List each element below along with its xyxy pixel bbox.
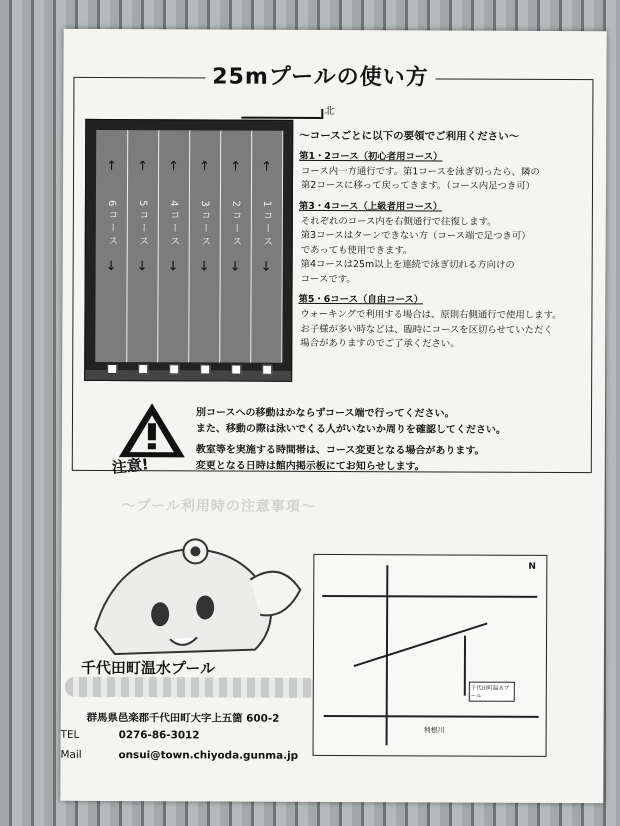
notice-line: 別コースへの移動はかならずコース端で行ってください。	[195, 407, 455, 420]
arrow-up-icon: ↑	[261, 159, 273, 175]
mail-value: onsui@town.chiyoda.gunma.jp	[118, 749, 299, 762]
arrow-down-icon: ↓	[198, 259, 210, 275]
lane-label: 1コース	[260, 200, 272, 250]
page-title: 25mプールの使い方	[205, 59, 435, 91]
arrow-up-icon: ↑	[168, 159, 180, 175]
course-text: 第2コースに移って戻ってきます。（コース内足つき可）	[300, 180, 535, 193]
arrow-down-icon: ↓	[260, 259, 272, 275]
pool-lane	[157, 130, 190, 362]
arrow-down-icon: ↓	[167, 259, 179, 275]
tel-row	[61, 729, 200, 742]
lane-label: 5コース	[136, 200, 148, 249]
course-heading: 第5・6コース（自由コース）	[298, 294, 424, 306]
tel-value: 0276-86-3012	[118, 729, 200, 742]
warning-icon	[117, 401, 187, 461]
course-text: お子様が多い時などは、臨時にコースを区切らせていただく	[300, 323, 553, 336]
pool-lanes	[95, 130, 282, 363]
map-label-pool: 千代田町温水プール	[469, 682, 515, 702]
pool-lane	[95, 130, 128, 362]
course-text: それぞれのコース内を右側通行で往復します。	[300, 215, 497, 228]
arrow-up-icon: ↑	[199, 159, 211, 175]
course-heading: 第1・2コース（初心者用コース）	[299, 151, 443, 163]
starting-block	[138, 364, 148, 374]
course-text: 第4コースは25m以上を連続で泳ぎ切れる方向けの	[300, 259, 515, 272]
notice-line: 変更となる日時は館内掲示板にてお知らせします。	[195, 459, 425, 472]
pool-lane	[126, 130, 159, 362]
course-text: 場合がありますのでご了承ください。	[300, 338, 460, 350]
north-label: 北	[324, 105, 335, 118]
course-text: コース内一方通行です。第1コースを泳ぎ切ったら、隣の	[301, 165, 540, 178]
notice-paragraph	[196, 442, 596, 475]
course-rule	[298, 293, 598, 353]
caution-label: 注意!	[111, 455, 150, 477]
arrow-down-icon: ↓	[136, 259, 148, 275]
notice-text	[196, 405, 596, 481]
facility-name: 千代田町温水プール	[80, 658, 216, 678]
facility-band	[65, 677, 317, 698]
pool-lane	[188, 130, 221, 362]
notice-paragraph	[196, 405, 596, 438]
pool-diagram	[84, 119, 293, 382]
faded-heading: ～プール利用時の注意事項～	[121, 498, 316, 515]
arrow-up-icon: ↑	[106, 159, 118, 175]
lane-label: 2コース	[229, 200, 241, 249]
arrow-up-icon: ↑	[230, 159, 242, 175]
rules-section	[298, 128, 599, 359]
mail-key: Mail	[60, 748, 82, 761]
pool-lane	[219, 131, 252, 363]
starting-block	[169, 364, 179, 374]
starting-block	[107, 364, 117, 374]
facility-address: 群馬県邑楽郡千代田町大字上五箇 600-2	[86, 711, 280, 725]
map-label-river: 利根川	[423, 726, 445, 735]
rules-heading: ～コースごとに以下の要領でご利用ください～	[299, 129, 520, 143]
notice-line: 教室等を実施する時間帯は、コース変更となる場合があります。	[195, 444, 485, 457]
tel-key: TEL	[60, 728, 80, 741]
arrow-up-icon: ↑	[137, 159, 149, 175]
course-rule	[299, 200, 599, 289]
starting-block	[200, 364, 210, 374]
course-text: 第3コースはターンできない方（コース端で足つき可）	[300, 230, 531, 243]
notice-line: また、移動の際は泳いでくる人がいないか周りを確認してください。	[195, 422, 506, 436]
mail-row	[60, 749, 298, 762]
arrow-down-icon: ↓	[105, 259, 117, 275]
course-text: コースです。	[300, 273, 356, 285]
course-text: ウォーキングで利用する場合は、原則右側通行で使用します。	[300, 308, 562, 322]
access-map	[313, 554, 548, 757]
starting-block	[262, 365, 272, 375]
notice-paper	[60, 29, 606, 803]
course-rule	[299, 150, 599, 195]
map-north-label: N	[528, 561, 536, 572]
lane-label: 3コース	[198, 200, 210, 249]
lane-label: 6コース	[105, 200, 117, 249]
course-text: であっても使用できます。	[300, 244, 413, 257]
pool-lane	[250, 131, 283, 363]
starting-block	[231, 365, 241, 375]
course-heading: 第3・4コース（上級者用コース）	[298, 200, 443, 213]
lane-label: 4コース	[167, 200, 179, 249]
arrow-down-icon: ↓	[229, 259, 241, 275]
